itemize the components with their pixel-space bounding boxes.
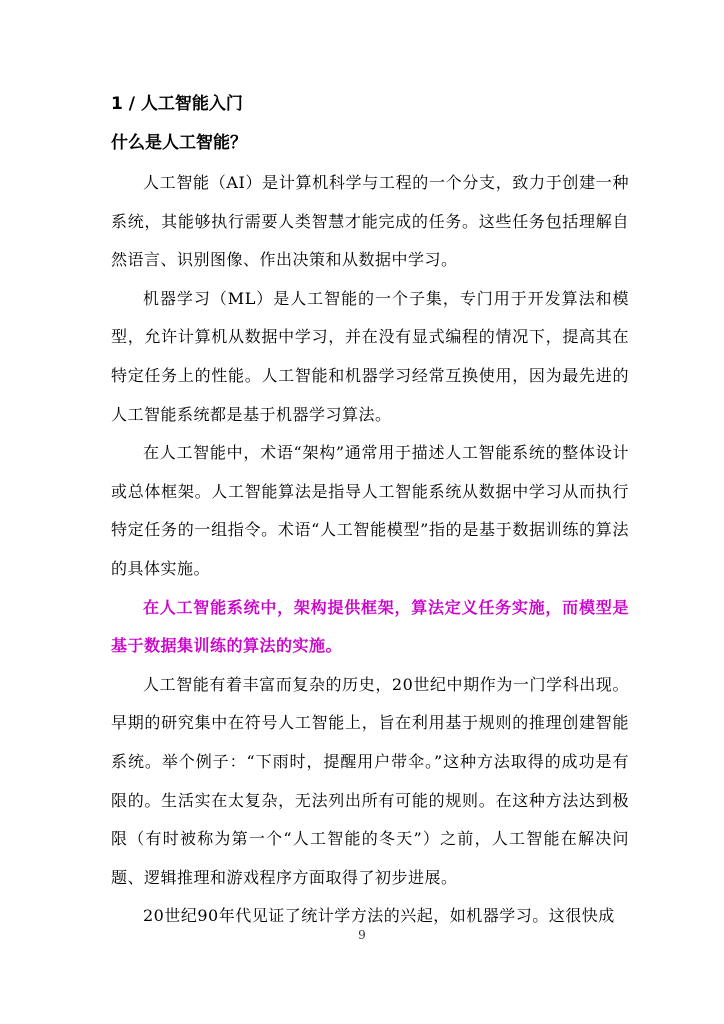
section-title: 什么是人工智能？ <box>111 133 247 153</box>
paragraph-ai-definition: 人工智能（AI）是计算机科学与工程的一个分支，致力于创建一种系统，其能够执行需要人类智慧才能完成的任务。这些任务包括理解自然语言、识别图像、作出决策和从数据中学习。 <box>111 173 629 270</box>
highlighted-summary: 在人工智能系统中，架构提供框架，算法定义任务实施，而模型是基于数据集训练的算法的实施。 <box>111 597 629 656</box>
page-number: 9 <box>358 928 366 942</box>
chapter-title: 1 / 人工智能入门 <box>111 94 243 114</box>
page-content <box>111 92 629 936</box>
paragraph-statistical-methods: 20世纪90年代见证了统计学方法的兴起，如机器学习。这很快成 <box>143 906 615 926</box>
paragraph-ai-history: 人工智能有着丰富而复杂的历史，20世纪中期作为一门学科出现。早期的研究集中在符号人工智能上，旨在利用基于规则的推理创建智能系统。举个例子：“下雨时，提醒用户带伞。”这种方法取得的成功是有限的。生活实在太复杂，无法列出所有可能的规则。在这种方法达到极限（有时被称为第一个“人工智能的冬天”）之前，人工智能在解决问题、逻辑推理和游戏程序方面取得了初步进展。 <box>111 674 629 887</box>
paragraph-architecture-terms: 在人工智能中，术语“架构”通常用于描述人工智能系统的整体设计或总体框架。人工智能算法是指导人工智能系统从数据中学习从而执行特定任务的一组指令。术语“人工智能模型”指的是基于数据训练的算法的具体实施。 <box>111 443 629 578</box>
paragraph-ml-definition: 机器学习（ML）是人工智能的一个子集，专门用于开发算法和模型，允许计算机从数据中学习，并在没有显式编程的情况下，提高其在特定任务上的性能。人工智能和机器学习经常互换使用，因为最先进的人工智能系统都是基于机器学习算法。 <box>111 288 629 424</box>
